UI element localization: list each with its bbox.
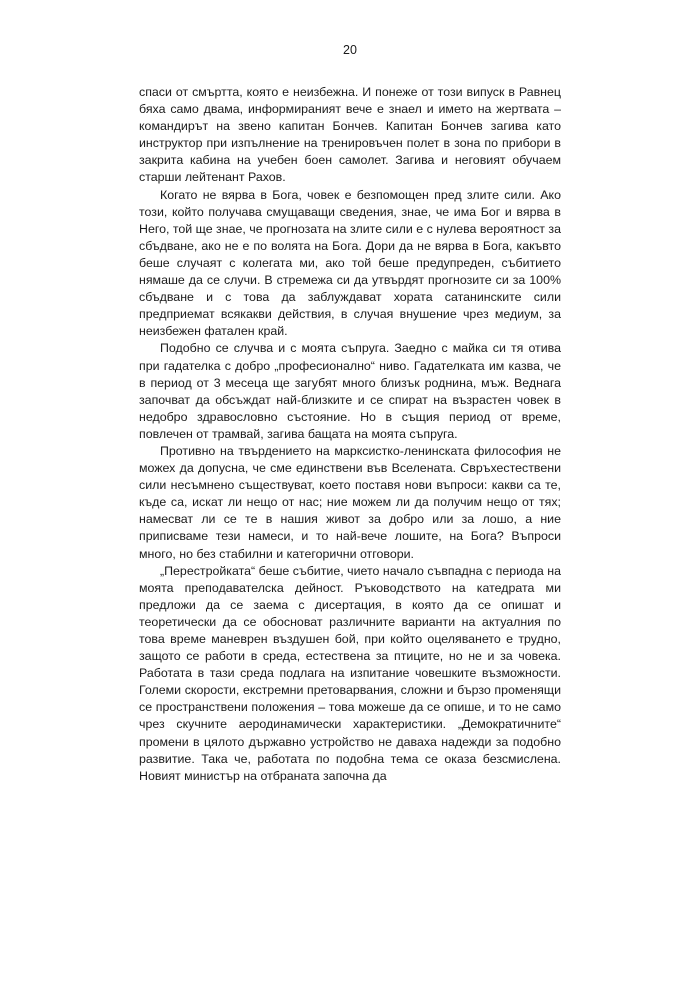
paragraph: Противно на твърдението на марксистко-ленинската философия не можех да допусна, че сме единствени във Вселената. Свръхестествени сили несъмнено съществуват, което поставя нови въпроси: какви са те, къде са, искат ли нещо от нас; ние можем ли да получим нещо от тях; намесват ли се те в нашия живот за добро или за лошо, а ние приписваме тези намеси, и то най-вече лошите, на Бога? Въпроси много, но без стабилни и категорични отговори. [139, 443, 561, 561]
paragraph: Подобно се случва и с моята съпруга. Заедно с майка си тя отива при гадателка с добро „професионално“ ниво. Гадателката им казва, че в период от 3 месеца ще загубят много близък роднина, мъж. Веднага започват да обсъждат най-близките и се спират на възрастен човек в недобро здравословно състояние. Но в същия период от време, повлечен от трамвай, загива бащата на моята съпруга. [139, 341, 561, 441]
paragraph: Когато не вярва в Бога, човек е безпомощен пред злите сили. Ако този, който получава смущаващи сведения, знае, че има Бог и вярва в Него, той ще знае, че прогнозата на злите сили е с нулева вероятност за сбъдване, ако не е по волята на Бога. Дори да не вярва в Бога, какъвто беше случаят с колегата ми, ако той беше предупреден, събитието нямаше да се случи. В стремежа си да утвърдят прогнозите си за 100% сбъдване и с това да заблуждават хората сатанинските сили предприемат всякакви действия, в случая внушение чрез медиум, за неизбежен фатален край. [139, 187, 562, 339]
paragraph: спаси от смъртта, която е неизбежна. И понеже от този випуск в Равнец бяха само двама, информираният вече е знаел и името на жертвата – командирът на звено капитан Бончев. Капитан Бончев загива като инструктор при изпълнение на тренировъчен полет в зона по прибори в закрита кабина на учебен боен самолет. Загива и неговият обучаем старши лейтенант Рахов. [139, 85, 561, 185]
body-text [139, 84, 561, 785]
page-number: 20 [343, 43, 357, 57]
paragraph: „Перестройката“ беше събитие, чието начало съвпадна с периода на моята преподавателска дейност. Ръководството на катедрата ми предложи да се заема с дисертация, в която да се опишат и теоретически да се обосноват различните варианти на актуалния по това време маневрен въздушен бой, при който оцеляването е трудно, защото се работи в среда, естествена за птиците, но не и за човека. Работата в тази среда подлага на изпитание човешките възможности. Големи скорости, екстремни претоварвания, сложни и бързо променящи се пространствени положения – това можеше да се опише, и то не само чрез скучните аеродинамически характеристики. „Демократичните“ промени в цялото държавно устройство не даваха надежди за подобно развитие. Така че, работата по подобна тема се оказа безсмислена. Новият министър на отбраната започна да [139, 563, 561, 783]
